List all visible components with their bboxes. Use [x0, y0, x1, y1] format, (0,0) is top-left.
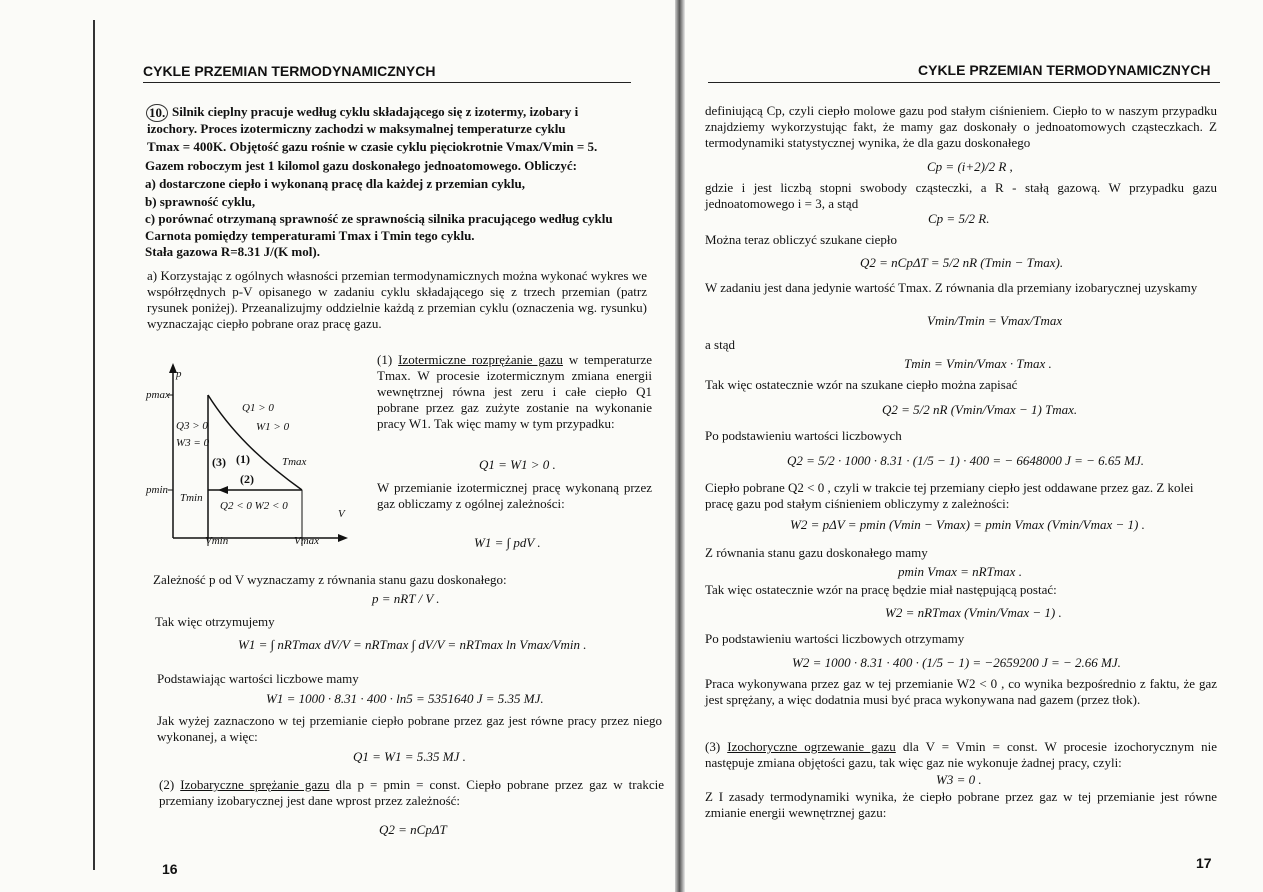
- label-q3: Q3 > 0: [176, 420, 208, 432]
- problem-line: Silnik cieplny pracuje według cyklu składającego się z izotermy, izobary i: [172, 104, 579, 119]
- eq-w3: W3 = 0 .: [936, 772, 982, 787]
- label-vmax: Vmax: [294, 535, 320, 547]
- step2-paragraph: [159, 777, 664, 809]
- eq-tmin: Tmin = Vmin/Vmax · Tmax .: [904, 356, 1052, 371]
- step1-title: Izotermiczne rozprężanie gazu: [398, 352, 563, 367]
- problem-line: izochory. Proces izotermiczny zachodzi w maksymalnej temperaturze cyklu: [147, 121, 566, 136]
- work-formula-paragraph: Tak więc ostatecznie wzór na pracę będzie miał następującą postać:: [705, 582, 1057, 597]
- eq-state: pmin Vmax = nRTmax .: [898, 564, 1022, 579]
- intro-paragraph: a) Korzystając z ogólnych własności przemian termodynamicznych można wykonać wykres we współrzędnych p-V opisanego w zadaniu cyklu składającego się z trzech przemian (patrz rysunek poniżej). Przeanalizujmy oddzielnie każdą z przemian cyklu (oznaczenia wg. rysunku) wyznaczając ciepło pobrane oraz pracę gazu.: [147, 268, 647, 331]
- tmax-paragraph: W zadaniu jest dana jedynie wartość Tmax. Z równania dla przemiany izobarycznej uzyskamy: [705, 280, 1198, 295]
- cp-definition-paragraph: definiującą Cp, czyli ciepło molowe gazu pod stałym ciśnieniem. Ciepło to w naszym przypadku znajdziemy wykorzystując fakt, że mamy gaz doskonały o jednoatomowych cząsteczkach. Z termodynamiki statystycznej wynika, że dla gazu doskonałego: [705, 103, 1217, 150]
- eq-cp-general: Cp = (i+2)/2 R ,: [927, 159, 1013, 174]
- eq-w1-integral: W1 = ∫ pdV .: [474, 535, 541, 550]
- state-paragraph: Z równania stanu gazu doskonałego mamy: [705, 545, 928, 560]
- problem-line: a) dostarczone ciepło i wykonaną pracę dla każdej z przemian cyklu,: [145, 176, 525, 191]
- step3-paragraph: [705, 739, 1217, 771]
- step1-paragraph: [377, 352, 652, 432]
- eq-q1-value: Q1 = W1 = 5.35 MJ .: [353, 749, 466, 764]
- problem-line: Carnota pomiędzy temperaturami Tmax i Tmin tego cyklu.: [145, 228, 475, 243]
- step3-label: (3): [705, 739, 721, 754]
- eq-q2: Q2 = nCpΔT: [379, 822, 447, 837]
- label-pmax: pmax: [146, 389, 170, 401]
- problem-number: 10.: [146, 104, 168, 122]
- label-q2-w2: Q2 < 0 W2 < 0: [220, 500, 288, 512]
- eq-ratio: Vmin/Tmin = Vmax/Tmax: [927, 313, 1063, 328]
- label-tmin: Tmin: [180, 492, 203, 504]
- eq-q2-final: Q2 = 5/2 nR (Vmin/Vmax − 1) Tmax.: [882, 402, 1078, 417]
- axis-label-p: p: [176, 368, 182, 380]
- eq-q2-value: Q2 = 5/2 · 1000 · 8.31 · (1/5 − 1) · 400 = − 6648000 J = − 6.65 MJ.: [787, 453, 1145, 468]
- label-tmax: Tmax: [282, 456, 307, 468]
- degrees-paragraph: gdzie i jest liczbą stopni swobody cząsteczki, a R - stałą gazową. W przypadku gazu jednoatomowego i = 3, a stąd: [705, 180, 1217, 211]
- right-page-header: CYKLE PRZEMIAN TERMODYNAMICZNYCH: [918, 62, 1211, 78]
- eq-w1-value: W1 = 1000 · 8.31 · 400 · ln5 = 5351640 J = 5.35 MJ.: [266, 691, 544, 706]
- label-proc1: (1): [236, 452, 250, 466]
- left-page-header: CYKLE PRZEMIAN TERMODYNAMICZNYCH: [143, 63, 436, 79]
- q2-negative-paragraph: Ciepło pobrane Q2 < 0 , czyli w trakcie tej przemiany ciepło jest oddawane przez gaz. Z kolei pracę gazu pod stałym ciśnieniem obliczymy z zależności:: [705, 480, 1194, 511]
- axis-label-v: V: [338, 508, 345, 520]
- substitute-paragraph: Po podstawieniu wartości liczbowych otrzymamy: [705, 631, 965, 646]
- label-q1: Q1 > 0: [242, 402, 274, 414]
- label-pmin: pmin: [146, 484, 168, 496]
- label-w1: W1 > 0: [256, 421, 290, 433]
- step2-title: Izobaryczne sprężanie gazu: [180, 777, 330, 792]
- right-page: [690, 0, 1263, 892]
- eq-cp: Cp = 5/2 R.: [928, 211, 990, 226]
- step1-work-paragraph: W przemianie izotermicznej pracę wykonaną przez gaz obliczamy z ogólnej zależności:: [377, 480, 652, 511]
- header-rule: [143, 82, 631, 83]
- eq-w2-value: W2 = 1000 · 8.31 · 400 · (1/5 − 1) = −2659200 J = − 2.66 MJ.: [792, 655, 1121, 670]
- substitute-paragraph: Po podstawieniu wartości liczbowych: [705, 428, 902, 443]
- problem-line: c) porównać otrzymaną sprawność ze sprawnością silnika pracującego według cyklu: [145, 211, 613, 226]
- compute-paragraph: Można teraz obliczyć szukane ciepło: [705, 232, 898, 247]
- hence-paragraph: a stąd: [705, 337, 735, 352]
- thus-paragraph: Tak więc otrzymujemy: [155, 614, 275, 629]
- v-axis-arrow: [338, 534, 348, 542]
- step2-label: (2): [159, 777, 175, 792]
- as-above-paragraph: Jak wyżej zaznaczono w tej przemianie ciepło pobrane przez gaz jest równe pracy przez niego wykonanej, a więc:: [157, 713, 662, 744]
- left-page-number: 16: [162, 861, 178, 877]
- eq-w1-full: W1 = ∫ nRTmax dV/V = nRTmax ∫ dV/V = nRTmax ln Vmax/Vmin .: [238, 637, 587, 652]
- step1-label: (1): [377, 352, 393, 367]
- problem-line: Gazem roboczym jest 1 kilomol gazu doskonałego jednoatomowego. Obliczyć:: [145, 158, 577, 173]
- problem-line: b) sprawność cyklu,: [145, 194, 256, 209]
- step3-title: Izochoryczne ogrzewanie gazu: [727, 739, 896, 754]
- pv-diagram: [140, 360, 360, 555]
- eq-q2-expr: Q2 = nCpΔT = 5/2 nR (Tmin − Tmax).: [860, 255, 1064, 270]
- step2-text: dla p = pmin = const. Ciepło pobrane przez gaz w trakcie przemiany izobarycznej jest dane wprost przez zależność:: [159, 777, 665, 808]
- eq-q1-w1: Q1 = W1 > 0 .: [479, 457, 556, 472]
- substitute-paragraph: Podstawiając wartości liczbowe mamy: [157, 671, 359, 686]
- label-proc2: (2): [240, 472, 254, 486]
- label-vmin: Vmin: [205, 535, 229, 547]
- first-law-paragraph: Z I zasady termodynamiki wynika, że ciepło pobrane przez gaz w tej przemianie jest równe zmianie energii wewnętrznej gazu:: [705, 789, 1217, 820]
- step1-text: w temperaturze Tmax. W procesie izotermicznym zmiana energii wewnętrznej równa jest zeru i całe ciepło Q1 pobrane przez gaz zużyte zostanie na wykonanie pracy W1. Tak więc mamy w tym przypadku:: [377, 352, 653, 431]
- w2-negative-paragraph: Praca wykonywana przez gaz w tej przemianie W2 < 0 , co wynika bezpośrednio z faktu, że gaz jest sprężany, a więc dodatnia musi być praca wykonywana nad gazem (przez tłok).: [705, 676, 1217, 707]
- problem-line: Stała gazowa R=8.31 J/(K mol).: [145, 244, 320, 259]
- eq-w2-final: W2 = nRTmax (Vmin/Vmax − 1) .: [885, 605, 1062, 620]
- right-page-number: 17: [1196, 855, 1212, 871]
- label-proc3: (3): [212, 455, 226, 469]
- step3-text: dla V = Vmin = const. W procesie izochorycznym nie następuje zmiana objętości gazu, tak więc gaz nie wykonuje żadnej pracy, czyli:: [705, 739, 1218, 770]
- problem-line: Tmax = 400K. Objętość gazu rośnie w czasie cyklu pięciokrotnie Vmax/Vmin = 5.: [147, 139, 598, 154]
- eq-p: p = nRT / V .: [372, 591, 440, 606]
- label-w3: W3 = 0: [176, 437, 210, 449]
- p-of-v-paragraph: Zależność p od V wyznaczamy z równania stanu gazu doskonałego:: [153, 572, 507, 587]
- final-heat-paragraph: Tak więc ostatecznie wzór na szukane ciepło można zapisać: [705, 377, 1018, 392]
- eq-w2-expr: W2 = pΔV = pmin (Vmin − Vmax) = pmin Vmax (Vmin/Vmax − 1) .: [790, 517, 1145, 532]
- isobar-arrow: [218, 486, 228, 494]
- header-rule: [708, 82, 1220, 83]
- margin-line: [93, 20, 95, 870]
